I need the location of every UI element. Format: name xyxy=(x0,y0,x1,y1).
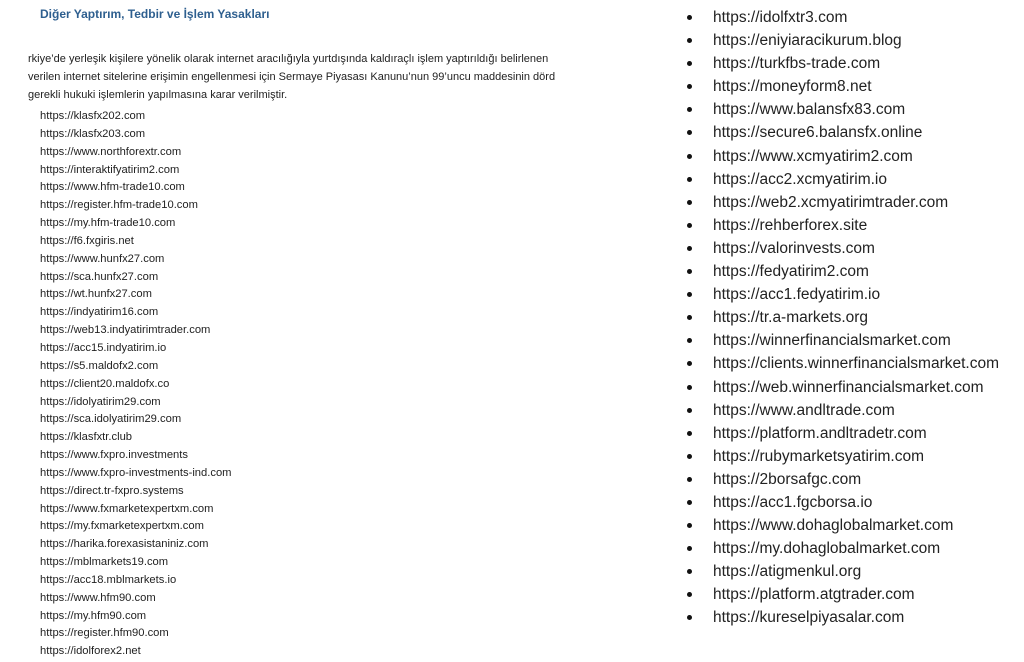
left-url-item: https://register.hfm-trade10.com xyxy=(40,199,198,212)
bullet-icon xyxy=(687,315,692,320)
left-url-item: https://www.fxmarketexpertxm.com xyxy=(40,502,214,515)
bullet-icon xyxy=(687,246,692,251)
left-url-item: https://my.fxmarketexpertxm.com xyxy=(40,520,204,533)
bullet-icon xyxy=(687,38,692,43)
bullet-icon xyxy=(687,361,692,366)
right-url-text: https://platform.atgtrader.com xyxy=(713,586,915,604)
bullet-icon xyxy=(687,130,692,135)
left-url-list xyxy=(40,108,232,661)
left-url-item: https://sca.idolyatirim29.com xyxy=(40,413,182,426)
right-url-text: https://turkfbs-trade.com xyxy=(713,55,881,73)
left-url-item: https://acc15.indyatirim.io xyxy=(40,341,167,354)
left-url-item: https://acc18.mblmarkets.io xyxy=(40,573,177,586)
right-url-text: https://tr.a-markets.org xyxy=(713,309,869,327)
right-url-item xyxy=(680,560,999,583)
right-url-text: https://www.andltrade.com xyxy=(713,401,895,419)
right-url-text: https://web.winnerfinancialsmarket.com xyxy=(713,378,984,396)
right-url-item xyxy=(680,283,999,306)
bullet-icon xyxy=(687,154,692,159)
bullet-icon xyxy=(687,431,692,436)
left-url-item: https://my.hfm90.com xyxy=(40,609,147,622)
left-url-item: https://my.hfm-trade10.com xyxy=(40,217,176,230)
right-url-text: https://2borsafgc.com xyxy=(713,470,862,488)
bullet-icon xyxy=(687,546,692,551)
right-url-text: https://web2.xcmyatirimtrader.com xyxy=(713,193,949,211)
right-url-item xyxy=(680,52,999,75)
left-url-item: https://client20.maldofx.co xyxy=(40,377,170,390)
bullet-icon xyxy=(687,500,692,505)
right-url-item xyxy=(680,399,999,422)
bullet-icon xyxy=(687,269,692,274)
bullet-icon xyxy=(687,292,692,297)
right-url-item xyxy=(680,237,999,260)
right-url-item xyxy=(680,606,999,629)
left-url-item: https://sca.hunfx27.com xyxy=(40,270,159,283)
left-url-item: https://www.hfm-trade10.com xyxy=(40,181,185,194)
right-url-item xyxy=(680,422,999,445)
left-url-item: https://www.hunfx27.com xyxy=(40,252,165,265)
right-url-item xyxy=(680,352,999,375)
left-url-item: https://wt.hunfx27.com xyxy=(40,288,152,301)
right-url-item xyxy=(680,191,999,214)
left-url-item: https://klasfx203.com xyxy=(40,127,146,140)
bullet-icon xyxy=(687,615,692,620)
bullet-icon xyxy=(687,84,692,89)
right-url-item xyxy=(680,260,999,283)
left-url-item: https://idolyatirim29.com xyxy=(40,395,161,408)
right-url-item xyxy=(680,537,999,560)
right-url-text: https://kureselpiyasalar.com xyxy=(713,609,905,627)
right-url-item xyxy=(680,491,999,514)
right-url-text: https://clients.winnerfinancialsmarket.com xyxy=(713,355,1000,373)
left-url-item: https://www.fxpro.investments xyxy=(40,449,188,462)
left-url-item: https://harika.forexasistaniniz.com xyxy=(40,538,209,551)
right-url-item xyxy=(680,583,999,606)
intro-line: rkiye’de yerleşik kişilere yönelik olarak internet aracılığıyla yurtdışında kaldıraçlı işlem yaptırıldığı belirlenen xyxy=(28,53,549,65)
right-url-list xyxy=(680,6,999,630)
right-url-item xyxy=(680,6,999,29)
bullet-icon xyxy=(687,177,692,182)
right-url-text: https://idolfxtr3.com xyxy=(713,9,848,26)
bullet-icon xyxy=(687,569,692,574)
right-url-text: https://atigmenkul.org xyxy=(713,563,862,581)
left-url-item: https://idolforex2.net xyxy=(40,645,141,658)
right-url-item xyxy=(680,168,999,191)
left-url-item: https://klasfxtr.club xyxy=(40,431,133,444)
left-url-item: https://interaktifyatirim2.com xyxy=(40,163,180,176)
right-url-text: https://my.dohaglobalmarket.com xyxy=(713,540,941,558)
bullet-icon xyxy=(687,338,692,343)
right-url-item xyxy=(680,468,999,491)
right-url-text: https://secure6.balansfx.online xyxy=(713,124,923,142)
right-url-item xyxy=(680,121,999,144)
right-url-text: https://valorinvests.com xyxy=(713,239,875,257)
left-url-item: https://www.northforextr.com xyxy=(40,145,182,158)
right-url-item xyxy=(680,29,999,52)
bullet-icon xyxy=(687,477,692,482)
right-url-text: https://rubymarketsyatirim.com xyxy=(713,447,925,465)
bullet-icon xyxy=(687,454,692,459)
left-url-item: https://mblmarkets19.com xyxy=(40,556,169,569)
left-url-item: https://web13.indyatirimtrader.com xyxy=(40,324,211,337)
right-url-item xyxy=(680,214,999,237)
bullet-icon xyxy=(687,223,692,228)
right-url-item xyxy=(680,75,999,98)
left-url-item: https://s5.maldofx2.com xyxy=(40,359,159,372)
left-url-item: https://direct.tr-fxpro.systems xyxy=(40,484,184,497)
right-url-item xyxy=(680,445,999,468)
intro-paragraph xyxy=(28,50,650,104)
bullet-icon xyxy=(687,385,692,390)
intro-line: verilen internet sitelerine erişimin engellenmesi için Sermaye Piyasası Kanunu’nun 99’uncu maddesinin dörd xyxy=(28,71,556,83)
right-url-text: https://moneyform8.net xyxy=(713,78,872,96)
right-url-text: https://eniyiaracikurum.blog xyxy=(713,32,902,50)
intro-line: gerekli hukuki işlemlerin yapılmasına karar verilmiştir. xyxy=(28,89,288,101)
right-document-page xyxy=(680,0,1024,662)
bullet-icon xyxy=(687,523,692,528)
left-url-item: https://f6.fxgiris.net xyxy=(40,234,134,247)
right-url-text: https://www.balansfx83.com xyxy=(713,101,906,119)
bullet-icon xyxy=(687,592,692,597)
right-url-text: https://rehberforex.site xyxy=(713,216,868,234)
right-url-text: https://acc2.xcmyatirim.io xyxy=(713,170,887,188)
left-url-item: https://www.hfm90.com xyxy=(40,591,156,604)
bullet-icon xyxy=(687,61,692,66)
right-url-item xyxy=(680,145,999,168)
right-url-text: https://winnerfinancialsmarket.com xyxy=(713,332,951,350)
right-url-item xyxy=(680,98,999,121)
right-url-text: https://acc1.fgcborsa.io xyxy=(713,493,873,511)
right-url-item xyxy=(680,329,999,352)
right-url-text: https://acc1.fedyatirim.io xyxy=(713,286,881,304)
bullet-icon xyxy=(687,15,692,20)
left-url-item: https://www.fxpro-investments-ind.com xyxy=(40,466,232,479)
right-url-text: https://www.dohaglobalmarket.com xyxy=(713,517,954,535)
bullet-icon xyxy=(687,107,692,112)
bullet-icon xyxy=(687,200,692,205)
left-url-item: https://indyatirim16.com xyxy=(40,306,159,319)
right-url-text: https://www.xcmyatirim2.com xyxy=(713,147,913,165)
right-url-item xyxy=(680,376,999,399)
section-title: Diğer Yaptırım, Tedbir ve İşlem Yasakları xyxy=(40,7,270,21)
right-url-item xyxy=(680,306,999,329)
left-url-item: https://register.hfm90.com xyxy=(40,627,169,640)
left-url-item: https://klasfx202.com xyxy=(40,110,146,122)
right-url-item xyxy=(680,514,999,537)
bullet-icon xyxy=(687,408,692,413)
right-url-text: https://fedyatirim2.com xyxy=(713,263,869,281)
right-url-text: https://platform.andltradetr.com xyxy=(713,424,927,442)
